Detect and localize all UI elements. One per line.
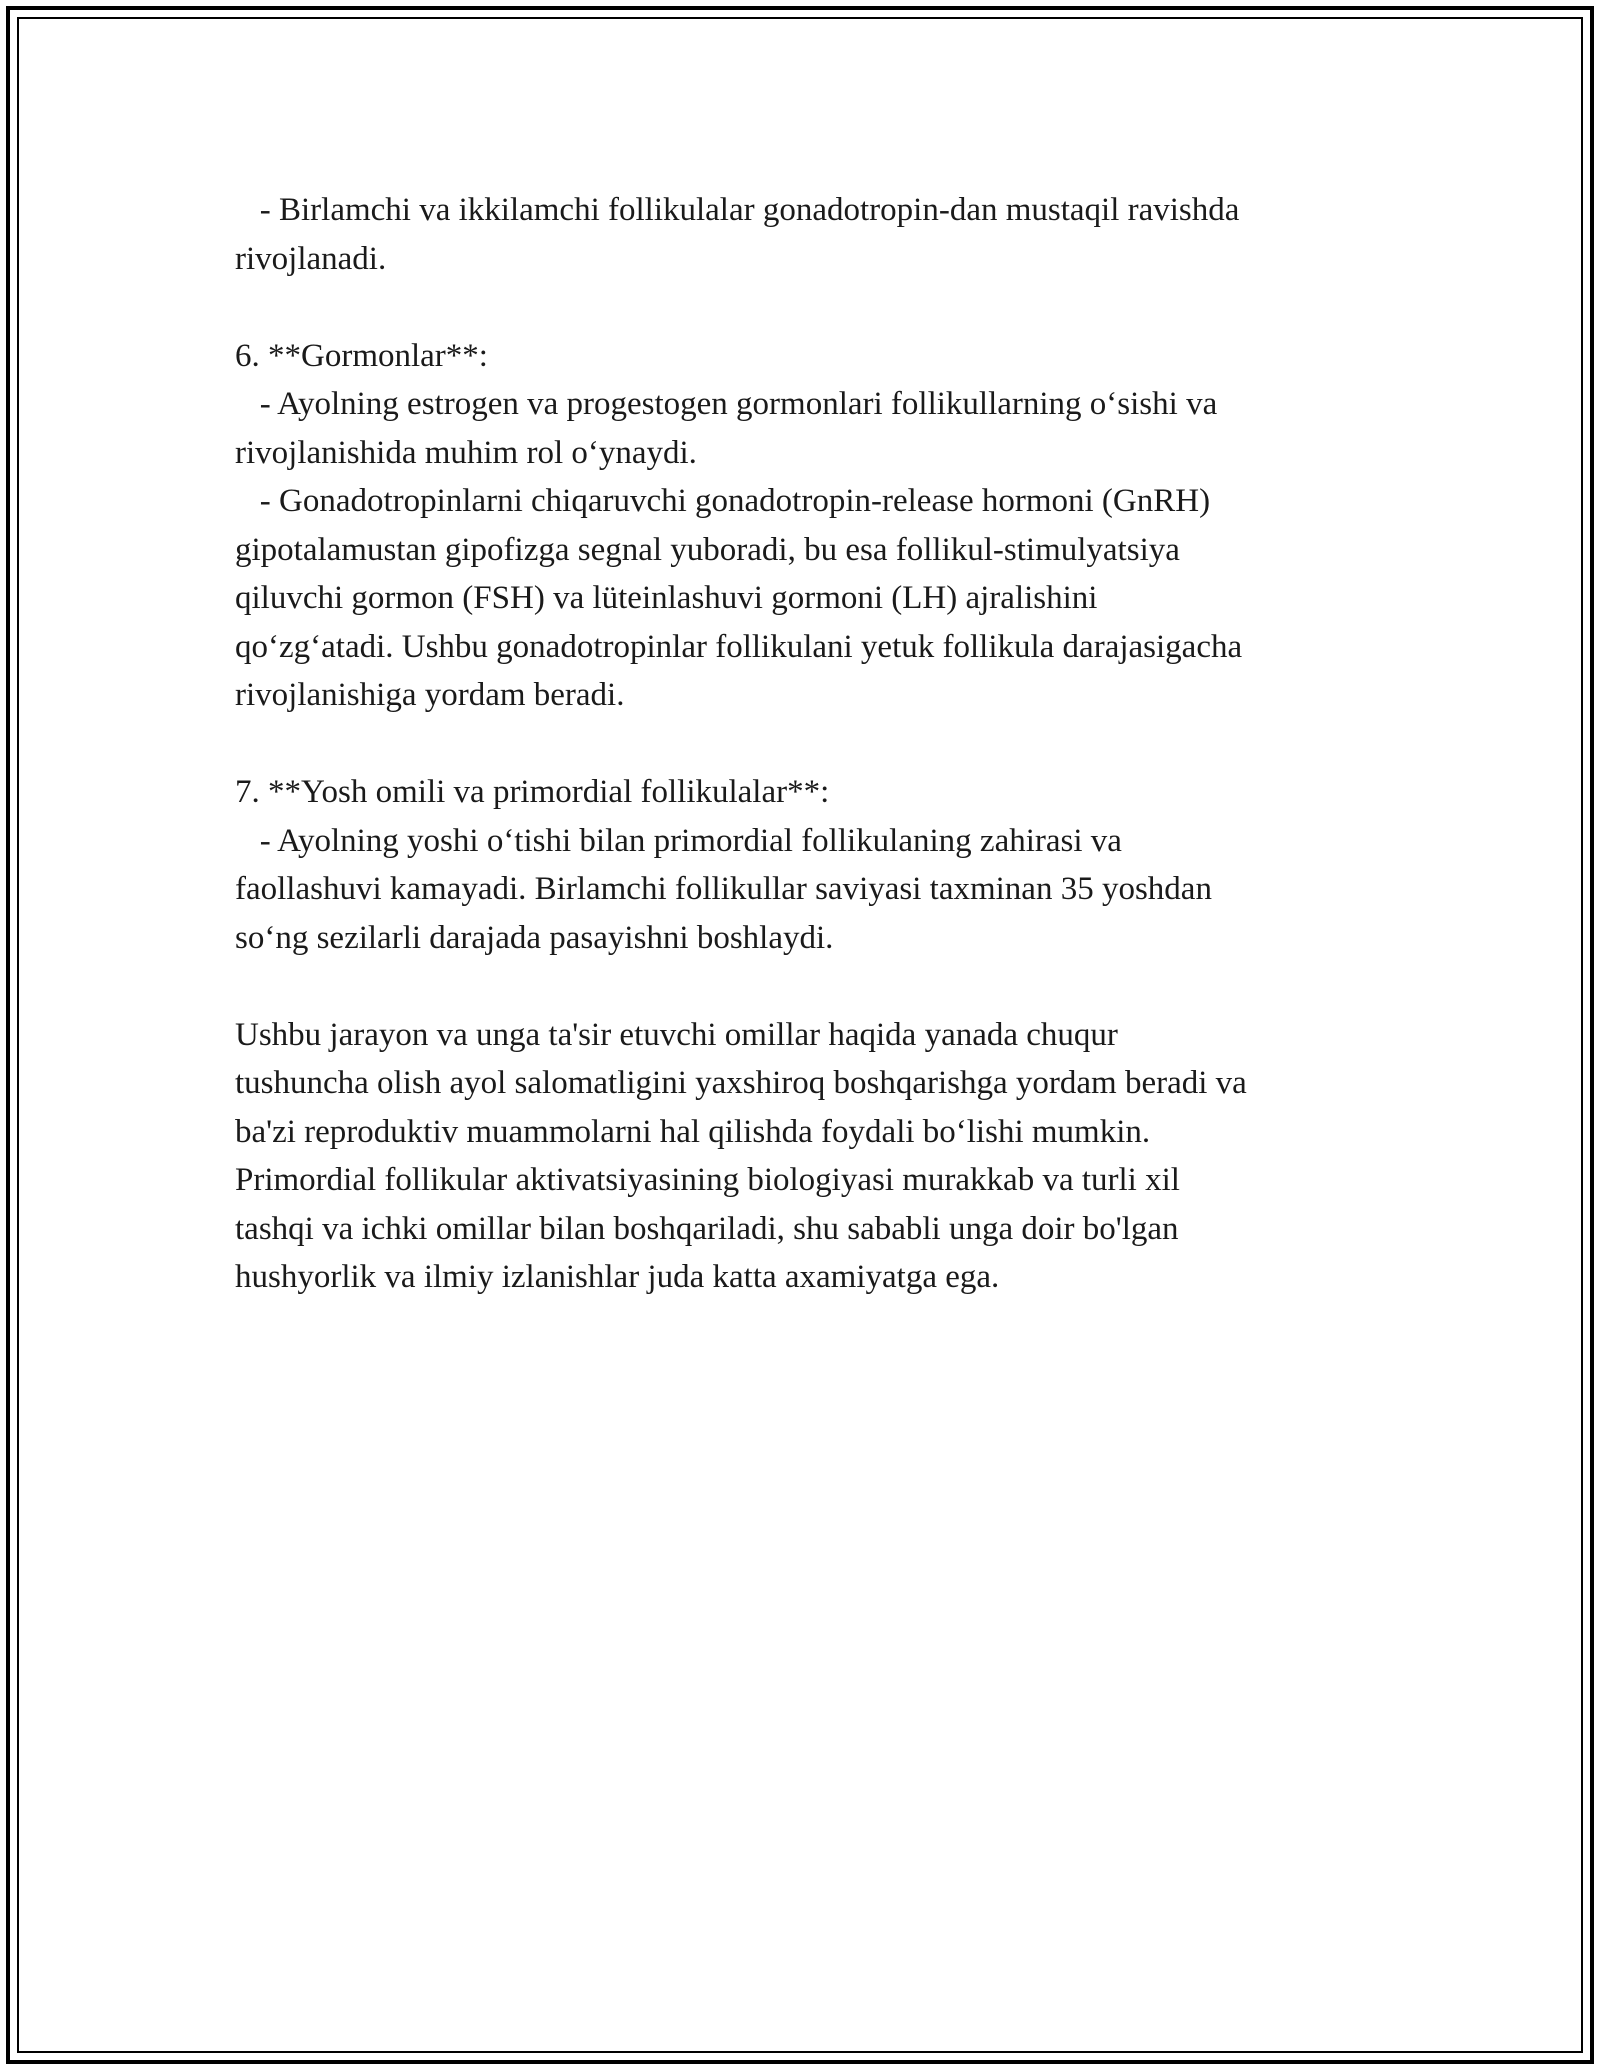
text-line: rivojlanishida muhim rol o‘ynaydi. bbox=[235, 434, 697, 471]
paragraph bbox=[235, 768, 1385, 962]
text-line: - Gonadotropinlarni chiqaruvchi gonadotropin-release hormoni (GnRH) bbox=[235, 483, 1211, 519]
paragraph-spacer bbox=[235, 962, 1385, 1011]
text-line: gipotalamustan gipofizga segnal yuboradi, bu esa follikul-stimulyatsiya bbox=[235, 531, 1180, 568]
paragraph bbox=[235, 1011, 1385, 1302]
text-line: qo‘zg‘atadi. Ushbu gonadotropinlar follikulani yetuk follikula darajasigacha bbox=[235, 628, 1243, 665]
text-line: rivojlanishiga yordam beradi. bbox=[235, 677, 625, 713]
section-heading: 7. **Yosh omili va primordial follikulalar**: bbox=[235, 774, 830, 810]
text-line: Ushbu jarayon va unga ta'sir etuvchi omillar haqida yanada chuqur bbox=[235, 1016, 1118, 1053]
paragraph-spacer bbox=[235, 283, 1385, 332]
text-line: faollashuvi kamayadi. Birlamchi follikullar saviyasi taxminan 35 yoshdan bbox=[235, 871, 1212, 907]
text-line: hushyorlik va ilmiy izlanishlar juda katta axamiyatga ega. bbox=[235, 1259, 1000, 1295]
text-line: ba'zi reproduktiv muammolarni hal qilishda foydali bo‘lishi mumkin. bbox=[235, 1113, 1151, 1150]
text-line: - Ayolning estrogen va progestogen gormonlari follikullarning o‘sishi va bbox=[235, 386, 1218, 422]
text-line: Primordial follikular aktivatsiyasining biologiyasi murakkab va turli xil bbox=[235, 1162, 1180, 1198]
text-line: tashqi va ichki omillar bilan boshqariladi, shu sababli unga doir bo'lgan bbox=[235, 1210, 1179, 1247]
section-heading: 6. **Gormonlar**: bbox=[235, 337, 488, 374]
text-line: - Birlamchi va ikkilamchi follikulalar gonadotropin-dan mustaqil ravishda bbox=[235, 192, 1240, 228]
paragraph bbox=[235, 186, 1385, 283]
paragraph bbox=[235, 332, 1385, 720]
paragraph-spacer bbox=[235, 720, 1385, 769]
text-line: so‘ng sezilarli darajada pasayishni boshlaydi. bbox=[235, 919, 834, 956]
text-line: - Ayolning yoshi o‘tishi bilan primordial follikulaning zahirasi va bbox=[235, 822, 1122, 859]
document-body bbox=[235, 186, 1385, 1302]
text-line: qiluvchi gormon (FSH) va lüteinlashuvi gormoni (LH) ajralishini bbox=[235, 580, 1098, 616]
text-line: tushuncha olish ayol salomatligini yaxshiroq boshqarishga yordam beradi va bbox=[235, 1065, 1247, 1101]
text-line: rivojlanadi. bbox=[235, 240, 387, 277]
